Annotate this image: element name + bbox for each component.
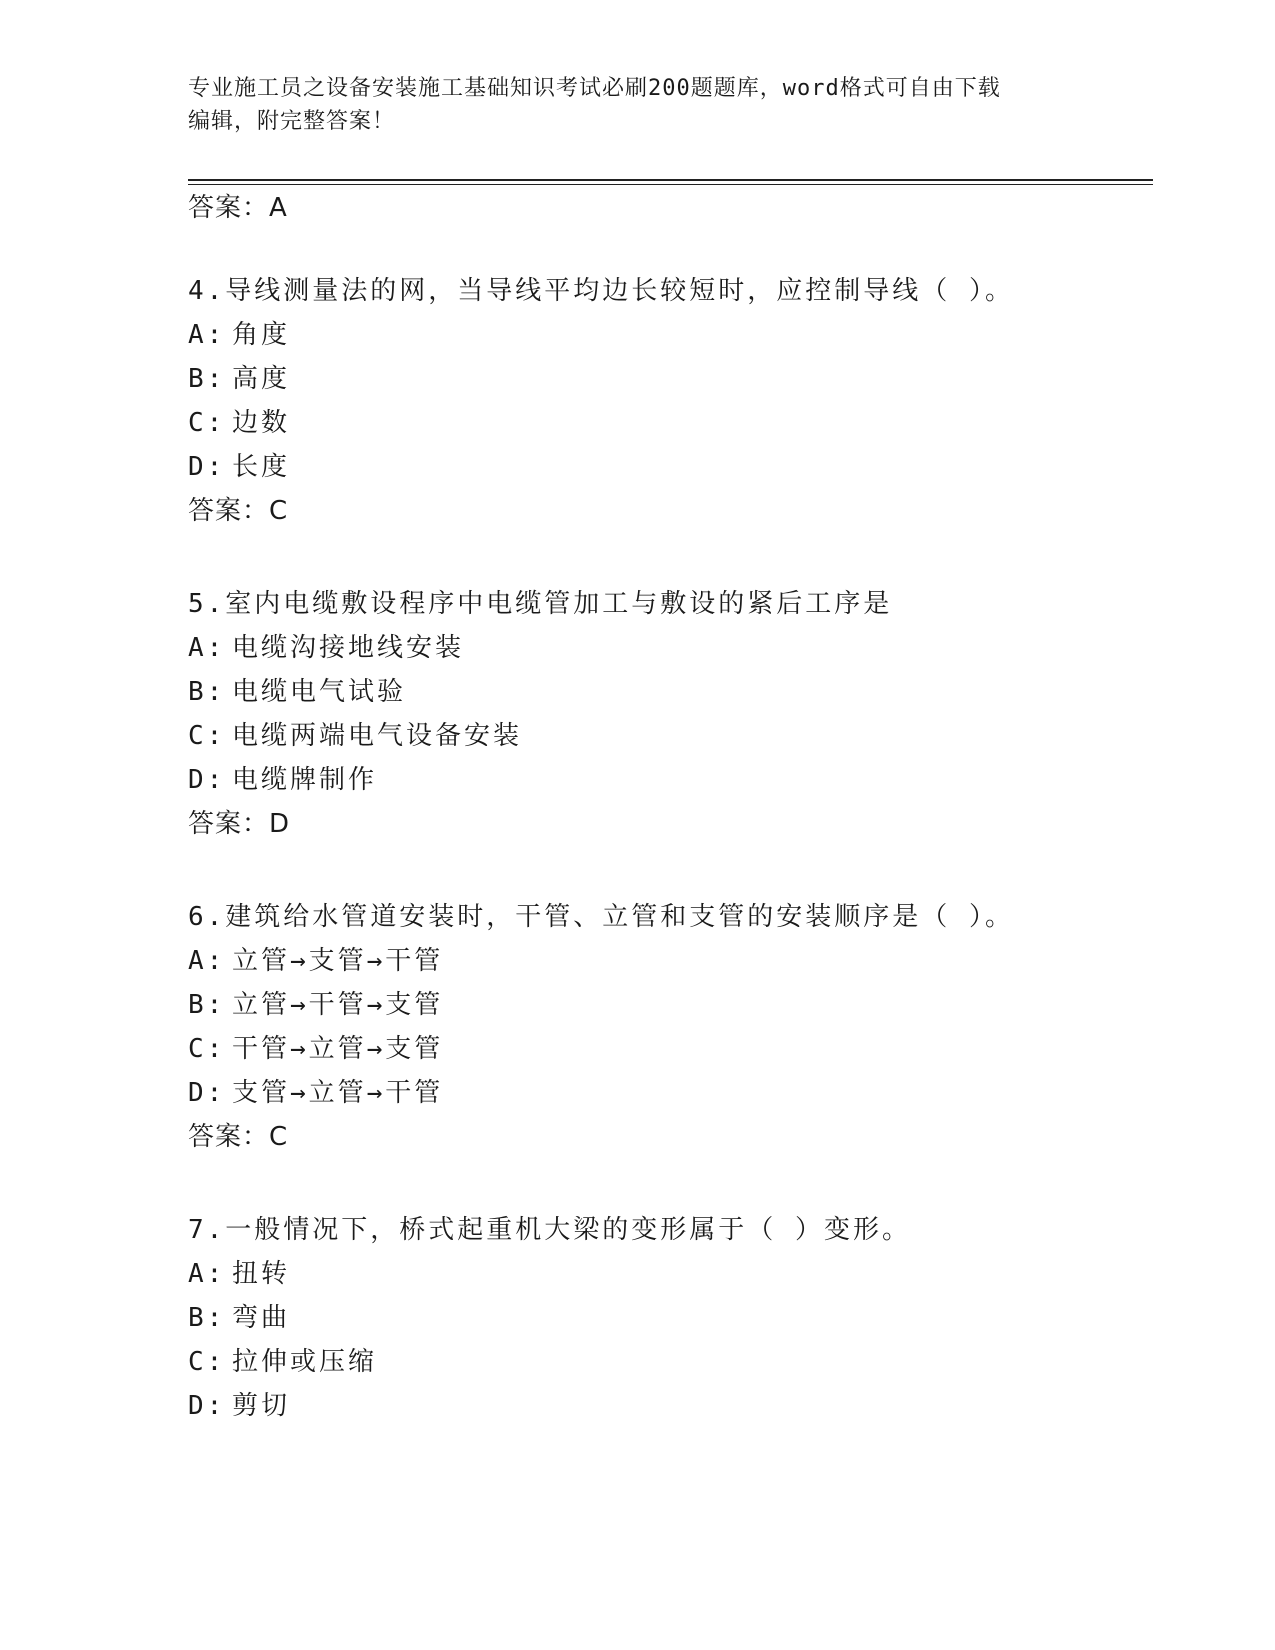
- option-key: C:: [188, 408, 226, 438]
- option-text: 边数: [232, 408, 291, 438]
- document-header: [188, 72, 1068, 138]
- option-key: A:: [188, 946, 226, 976]
- question-6: 6.建筑给水管道安装时，干管、立管和支管的安装顺序是（ ）。: [188, 902, 1014, 932]
- question-4-option-b: [188, 361, 290, 397]
- question-7: 7.一般情况下，桥式起重机大梁的变形属于（ ）变形。: [188, 1215, 911, 1245]
- option-key: D:: [188, 1391, 226, 1421]
- option-text: 弯曲: [232, 1303, 291, 1333]
- option-key: B:: [188, 990, 226, 1020]
- option-text: 剪切: [232, 1391, 291, 1421]
- question-7-option-b: [188, 1300, 290, 1336]
- header-line-2: 编辑，附完整答案！: [188, 109, 396, 134]
- option-text: 高度: [232, 364, 291, 394]
- header-line-1: 专业施工员之设备安装施工基础知识考试必刷200题题库，word格式可自由下载: [188, 76, 1001, 101]
- question-6-option-c: [188, 1031, 443, 1067]
- option-text: 电缆电气试验: [232, 677, 407, 707]
- option-text: 支管→立管→干管: [232, 1078, 444, 1108]
- option-text: 角度: [232, 320, 291, 350]
- option-text: 干管→立管→支管: [232, 1034, 444, 1064]
- option-text: 拉伸或压缩: [232, 1347, 378, 1377]
- option-key: D:: [188, 452, 226, 482]
- option-text: 立管→干管→支管: [232, 990, 444, 1020]
- question-7-option-d: [188, 1388, 290, 1424]
- question-4: 4.导线测量法的网，当导线平均边长较短时，应控制导线（ ）。: [188, 276, 1014, 306]
- question-5: 5.室内电缆敷设程序中电缆管加工与敷设的紧后工序是: [188, 589, 893, 619]
- option-text: 电缆两端电气设备安装: [232, 721, 523, 751]
- option-key: D:: [188, 1078, 226, 1108]
- question-5-option-c: [188, 718, 522, 754]
- option-key: C:: [188, 1034, 226, 1064]
- question-6-option-a: [188, 943, 443, 979]
- option-key: C:: [188, 1347, 226, 1377]
- question-4-option-c: [188, 405, 290, 441]
- question-4-option-a: [188, 317, 290, 353]
- option-text: 长度: [232, 452, 291, 482]
- option-key: D:: [188, 765, 226, 795]
- question-6-answer: 答案：C: [188, 1122, 289, 1152]
- question-6-option-d: [188, 1075, 443, 1111]
- option-text: 扭转: [232, 1259, 291, 1289]
- option-key: B:: [188, 1303, 226, 1333]
- option-key: C:: [188, 721, 226, 751]
- question-5-option-b: [188, 674, 406, 710]
- option-key: A:: [188, 1259, 226, 1289]
- question-7-option-a: [188, 1256, 290, 1292]
- question-4-option-d: [188, 449, 290, 485]
- answer-prev: 答案：A: [188, 193, 288, 223]
- question-5-option-d: [188, 762, 377, 798]
- question-4-answer: 答案：C: [188, 496, 289, 526]
- header-divider-thin: [188, 184, 1153, 185]
- question-5-answer: 答案：D: [188, 809, 291, 839]
- question-6-option-b: [188, 987, 443, 1023]
- option-key: A:: [188, 320, 226, 350]
- option-key: A:: [188, 633, 226, 663]
- option-text: 电缆牌制作: [232, 765, 378, 795]
- option-key: B:: [188, 364, 226, 394]
- header-divider-thick: [188, 179, 1153, 181]
- question-7-option-c: [188, 1344, 377, 1380]
- option-key: B:: [188, 677, 226, 707]
- question-5-option-a: [188, 630, 464, 666]
- option-text: 电缆沟接地线安装: [232, 633, 465, 663]
- option-text: 立管→支管→干管: [232, 946, 444, 976]
